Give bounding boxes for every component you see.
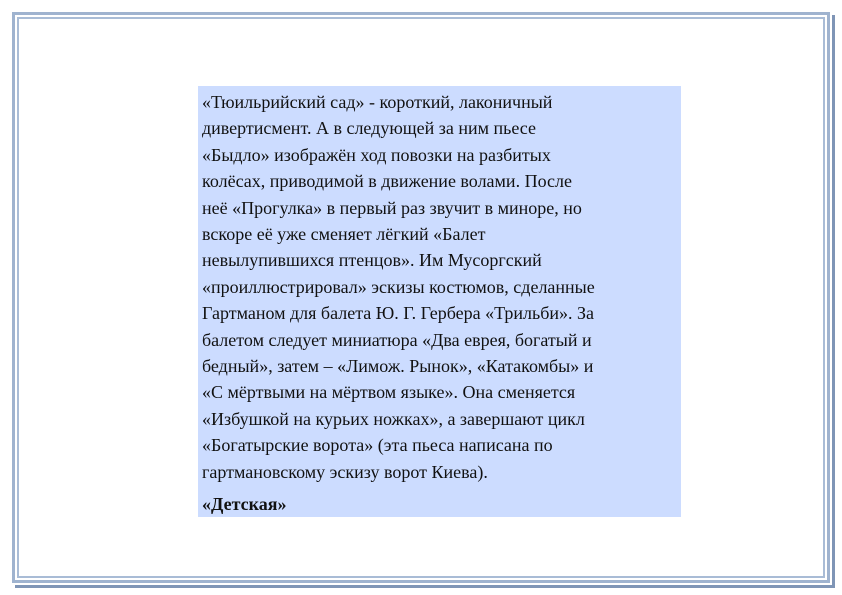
body-line: балетом следует миниатюра «Два еврея, богатый и bbox=[202, 329, 592, 350]
body-line: «Богатырские ворота» (эта пьеса написана по bbox=[202, 435, 553, 456]
body-line: «Быдло» изображён ход повозки на разбитых bbox=[202, 144, 551, 165]
body-line: дивертисмент. А в следующей за ним пьесе bbox=[202, 118, 536, 139]
body-line: «проиллюстрировал» эскизы костюмов, сделанные bbox=[202, 276, 595, 297]
body-line: колёсах, приводимой в движение волами. После bbox=[202, 171, 572, 192]
body-paragraph bbox=[202, 89, 677, 485]
body-line: «Избушкой на курьих ножках», а завершают цикл bbox=[202, 408, 585, 429]
section-heading: «Детская» bbox=[202, 494, 287, 515]
body-line: бедный», затем – «Лимож. Рынок», «Катакомбы» и bbox=[202, 356, 594, 377]
body-line: вскоре её уже сменяет лёгкий «Балет bbox=[202, 224, 486, 245]
body-line: гартмановскому эскизу ворот Киева). bbox=[202, 461, 488, 482]
body-line: невылупившихся птенцов». Им Мусоргский bbox=[202, 250, 542, 271]
text-box bbox=[198, 86, 681, 517]
body-line: неё «Прогулка» в первый раз звучит в миноре, но bbox=[202, 197, 582, 218]
body-line: Гартманом для балета Ю. Г. Гербера «Трильби». За bbox=[202, 303, 595, 324]
body-line: «Тюильрийский сад» - короткий, лаконичный bbox=[202, 92, 553, 112]
body-line: «С мёртвыми на мёртвом языке». Она сменяется bbox=[202, 382, 576, 403]
